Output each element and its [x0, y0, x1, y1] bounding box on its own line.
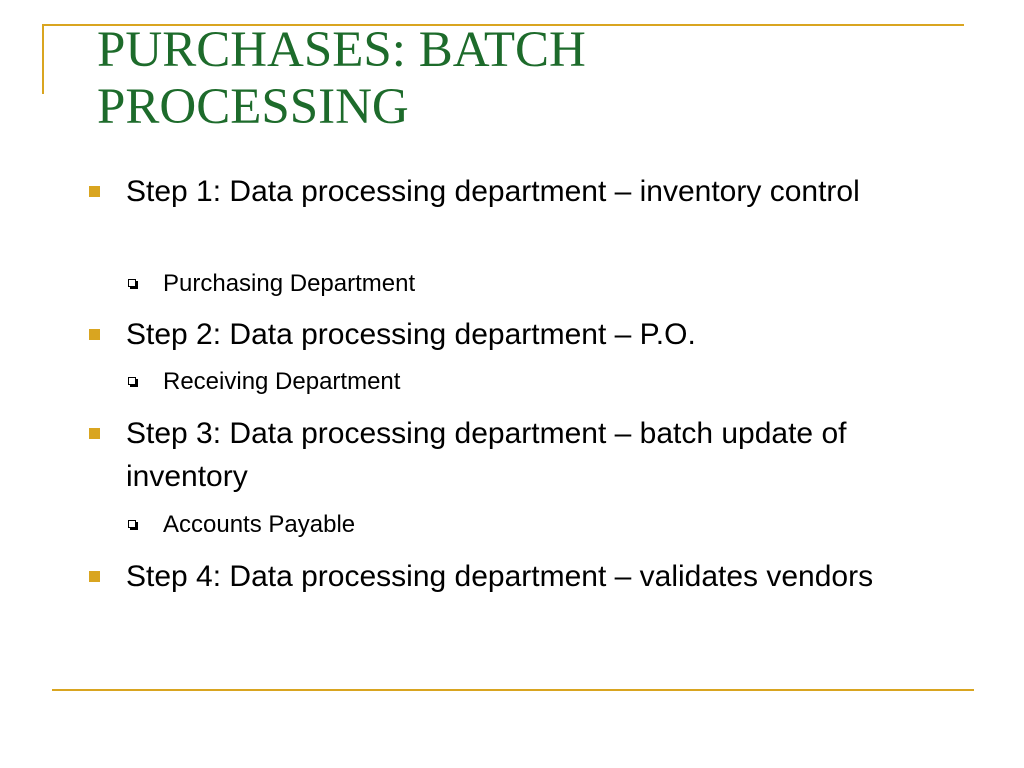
sub-bullet-purchasing [163, 269, 923, 299]
filled-square-bullet-icon [89, 186, 100, 197]
sub-bullet-text: Accounts Payable [163, 511, 356, 538]
filled-square-bullet-icon [89, 571, 100, 582]
hollow-square-bullet-icon [128, 279, 136, 287]
hollow-square-bullet-icon [128, 377, 136, 385]
bullet-text: Step 2: Data processing department – P.O. [126, 318, 696, 351]
bullet-text: Step 4: Data processing department – validates vendors [126, 560, 874, 593]
bullet-step-3 [126, 412, 926, 498]
title-line-2: PROCESSING [97, 79, 409, 135]
sub-bullet-accounts-payable [163, 510, 923, 540]
sub-bullet-text: Receiving Department [163, 368, 401, 395]
bullet-text: Step 1: Data processing department – inventory control [126, 175, 860, 208]
sub-bullet-text: Purchasing Department [163, 270, 416, 297]
filled-square-bullet-icon [89, 428, 100, 439]
bullet-step-4 [126, 555, 926, 598]
bullet-step-1 [126, 170, 926, 213]
filled-square-bullet-icon [89, 329, 100, 340]
bullet-step-2 [126, 313, 926, 356]
hollow-square-bullet-icon [128, 520, 136, 528]
bullet-text: Step 3: Data processing department – batch update of inventory [126, 417, 847, 493]
title-line-1: PURCHASES: BATCH [97, 22, 586, 78]
sub-bullet-receiving [163, 367, 923, 397]
